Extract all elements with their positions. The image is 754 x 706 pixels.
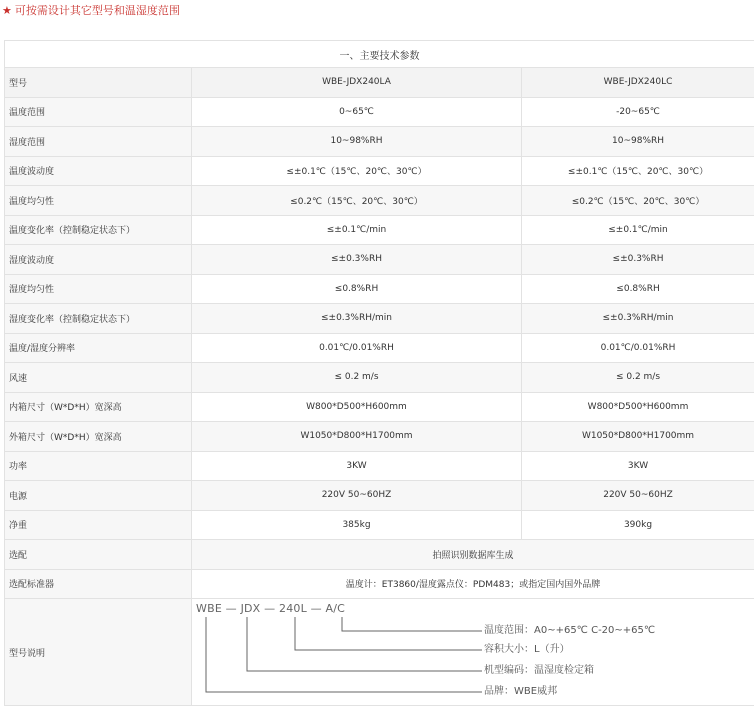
spec-rows [5,97,754,540]
model-c-value: 390kg [522,510,754,540]
row-label: 湿度变化率（控制稳定状态下） [5,304,192,334]
model-a-value: ≤±0.1℃/min [192,215,522,245]
row-label: 内箱尺寸（W*D*H）宽深高 [5,392,192,422]
model-a-value: W1050*D800*H1700mm [192,422,522,452]
row-label: 温度范围 [5,97,192,127]
row-label: 选配标准器 [5,569,192,599]
model-a-value: ≤0.2℃（15℃、20℃、30℃） [192,186,522,216]
table-row [5,304,754,334]
header-model-c: WBE-JDX240LC [522,68,754,98]
model-c-value: ≤ 0.2 m/s [522,363,754,393]
model-a-value: W800*D500*H600mm [192,392,522,422]
header-label: 型号 [5,68,192,98]
model-a-value: ≤±0.1℃（15℃、20℃、30℃） [192,156,522,186]
model-a-value: 0~65℃ [192,97,522,127]
connector-temp-range [342,617,482,631]
row-label: 湿度范围 [5,127,192,157]
row-value: 拍照识别数据库生成 [192,540,754,570]
table-row [5,422,754,452]
model-a-value: 10~98%RH [192,127,522,157]
table-row [5,333,754,363]
model-a-value: ≤0.8%RH [192,274,522,304]
table-row [5,451,754,481]
legend-brand: 品牌：WBE威邦 [484,686,558,697]
table-row-calibrator [5,569,754,599]
model-a-value: 385kg [192,510,522,540]
model-code-connectors [192,599,752,705]
row-label: 湿度均匀性 [5,274,192,304]
model-c-value: W800*D500*H600mm [522,392,754,422]
table-row [5,392,754,422]
model-c-value: 10~98%RH [522,127,754,157]
row-label: 净重 [5,510,192,540]
row-label: 温度变化率（控制稳定状态下） [5,215,192,245]
table-row [5,245,754,275]
notice-text: 可按需设计其它型号和温湿度范围 [14,4,180,17]
row-label: 温度/湿度分辨率 [5,333,192,363]
header-model-a: WBE-JDX240LA [192,68,522,98]
connector-machine-code [247,617,482,671]
legend-temp-range: 温度范围：A0~+65℃ C-20~+65℃ [484,625,656,636]
model-c-value: ≤0.8%RH [522,274,754,304]
model-a-value: 3KW [192,451,522,481]
row-label: 风速 [5,363,192,393]
model-c-value: 220V 50~60HZ [522,481,754,511]
spec-table [4,40,754,706]
row-label: 功率 [5,451,192,481]
model-a-value: ≤±0.3%RH/min [192,304,522,334]
table-row [5,481,754,511]
table-row [5,186,754,216]
table-row [5,156,754,186]
row-label: 湿度波动度 [5,245,192,275]
row-value: 温度计：ET3860/湿度露点仪：PDM483；或指定国内国外品牌 [192,569,754,599]
table-caption: 一、主要技术参数 [5,41,754,68]
row-label: 电源 [5,481,192,511]
custom-design-notice [2,2,180,20]
model-code-diagram-cell [192,599,754,706]
model-c-value: 0.01℃/0.01%RH [522,333,754,363]
model-c-value: ≤0.2℃（15℃、20℃、30℃） [522,186,754,216]
table-row [5,127,754,157]
legend-volume: 容积大小：L（升） [484,644,570,655]
model-c-value: ≤±0.3%RH/min [522,304,754,334]
table-header-row [5,68,754,98]
legend-machine-code: 机型编码：温湿度检定箱 [484,665,594,676]
table-row [5,510,754,540]
star-icon: ★ [2,4,12,17]
model-a-value: 0.01℃/0.01%RH [192,333,522,363]
row-label: 温度波动度 [5,156,192,186]
model-c-value: ≤±0.1℃/min [522,215,754,245]
model-c-value: -20~65℃ [522,97,754,127]
model-a-value: ≤±0.3%RH [192,245,522,275]
model-c-value: ≤±0.3%RH [522,245,754,275]
model-c-value: ≤±0.1℃（15℃、20℃、30℃） [522,156,754,186]
model-c-value: W1050*D800*H1700mm [522,422,754,452]
table-row [5,215,754,245]
connector-volume [295,617,482,650]
model-c-value: 3KW [522,451,754,481]
model-code-diagram [192,599,752,705]
table-row-option [5,540,754,570]
model-a-value: 220V 50~60HZ [192,481,522,511]
table-row [5,363,754,393]
table-row-model-desc [5,599,754,706]
model-code-text: WBE — JDX — 240L — A/C [196,602,346,615]
row-label: 选配 [5,540,192,570]
model-a-value: ≤ 0.2 m/s [192,363,522,393]
table-row [5,274,754,304]
row-label: 温度均匀性 [5,186,192,216]
row-label: 外箱尺寸（W*D*H）宽深高 [5,422,192,452]
table-row [5,97,754,127]
row-label: 型号说明 [5,599,192,706]
table-caption-row [5,41,754,68]
